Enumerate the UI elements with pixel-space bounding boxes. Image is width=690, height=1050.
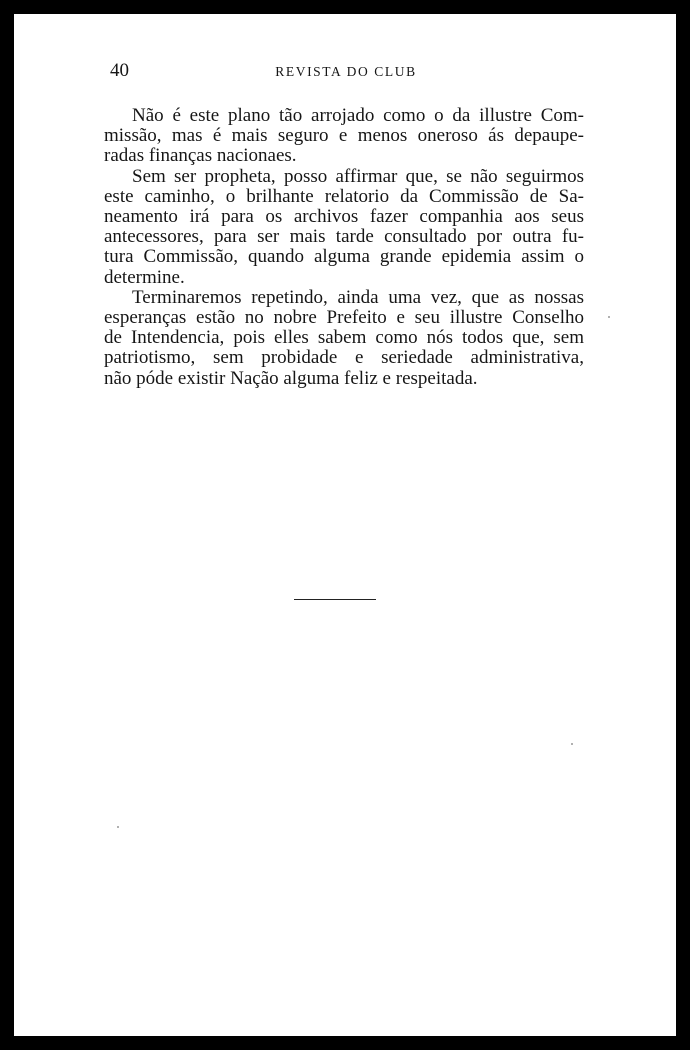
text-line: não póde existir Nação alguma feliz e respeitada.: [104, 367, 478, 389]
text-line: este caminho, o brilhante relatorio da Commissão de Sa-: [104, 185, 584, 207]
text-line: neamento irá para os archivos fazer companhia aos seus: [104, 206, 584, 228]
document-page: [14, 14, 676, 1036]
text-line: Não é este plano tão arrojado como o da illustre Com-: [132, 105, 584, 126]
text-line: patriotismo, sem probidade e seriedade administrativa,: [104, 347, 584, 369]
paper-speck: [571, 743, 573, 745]
text-line: tura Commissão, quando alguma grande epidemia assim o: [104, 246, 584, 268]
text-line: missão, mas é mais seguro e menos oneroso ás depaupe-: [104, 125, 584, 147]
paper-speck: [117, 826, 119, 828]
text-line: Terminaremos repetindo, ainda uma vez, que as nossas: [132, 286, 584, 308]
page-header: [110, 60, 582, 84]
text-line: radas finanças nacionaes.: [104, 145, 297, 167]
text-line: esperanças estão no nobre Prefeito e seu illustre Conselho: [104, 307, 584, 329]
text-line: determine.: [104, 266, 185, 288]
text-line: de Intendencia, pois elles sabem como nós todos que, sem: [104, 327, 584, 349]
body-text: [104, 106, 584, 389]
running-title: REVISTA DO CLUB: [275, 64, 417, 79]
paper-speck: [608, 316, 610, 318]
text-line: Sem ser propheta, posso affirmar que, se não seguirmos: [132, 165, 584, 187]
page-number: 40: [110, 60, 129, 81]
section-divider: [294, 599, 376, 600]
text-line: antecessores, para ser mais tarde consultado por outra fu-: [104, 226, 584, 248]
